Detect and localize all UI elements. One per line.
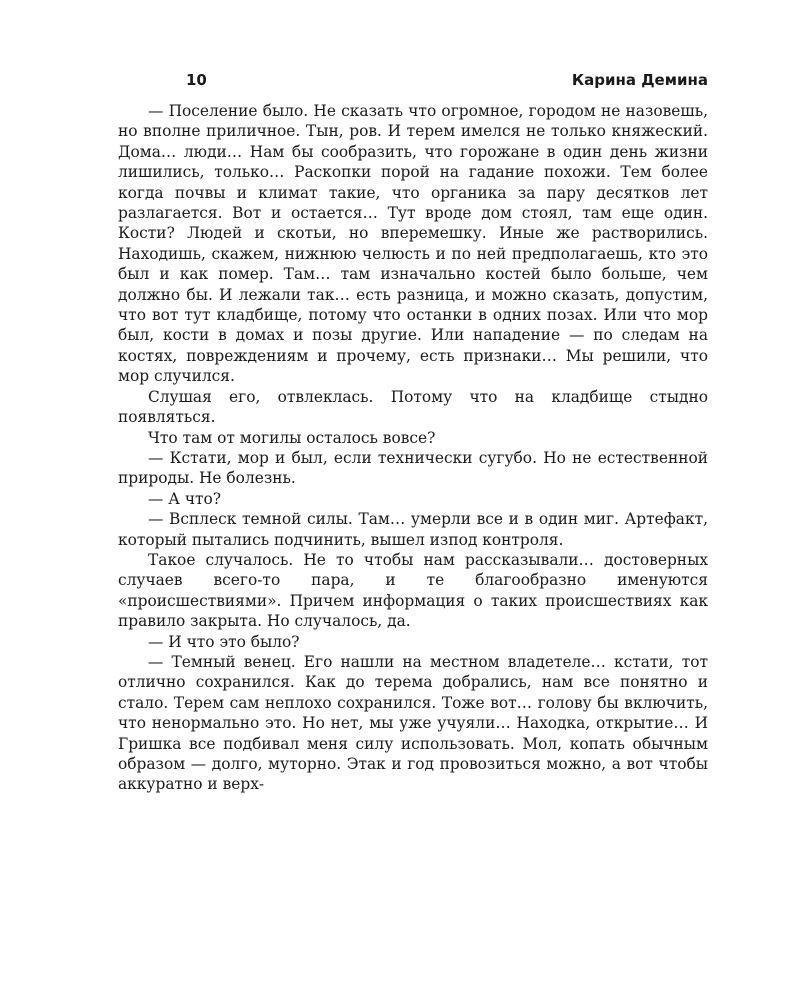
paragraph: — Поселение было. Не сказать что огромное, городом не назовешь, но вполне приличное. Тын, ров. И терем имелся не только княжеский. Дома… люди… Нам бы сообразить, что горожане в один день жизни лишились, только… Раскопки порой на гадание похожи. Тем более когда почвы и климат такие, что органика за пару десятков лет разлагается. Вот и остается… Тут вроде дом стоял, там еще один. Кости? Людей и скотьи, но вперемешку. Иные же растворились. Находишь, скажем, нижнюю челюсть и по ней предполагаешь, кто это был и как помер. Там… там изначально костей было больше, чем должно бы. И лежали так… есть разница, и можно сказать, допустим, что вот тут кладбище, потому что останки в одних позах. Или что мор был, кости в домах и позы другие. Или нападение — по следам на костях, повреждениям и прочему, есть признаки… Мы решили, что мор случился. xyxy=(118,102,708,386)
body-text xyxy=(118,101,708,795)
paragraph: — А что? xyxy=(148,489,222,508)
paragraph: Что там от могилы осталось вовсе? xyxy=(148,428,436,447)
paragraph: — И что это было? xyxy=(148,632,300,651)
paragraph: — Всплеск темной силы. Там… умерли все и в один миг. Артефакт, который пытались подчинить, вышел изпод контроля. xyxy=(118,510,708,549)
page-number: 10 xyxy=(186,71,207,89)
running-head xyxy=(118,71,708,95)
paragraph: Такое случалось. Не то чтобы нам рассказывали… достоверных случаев всего-то пара, и те благообразно именуются «происшествиями». Причем информация о таких происшествиях как правило закрыта. Но случалось, да. xyxy=(118,550,708,631)
paragraph: — Темный венец. Его нашли на местном владетеле… кстати, тот отлично сохранился. Как до терема добрались, нам все понятно и стало. Терем сам неплохо сохранился. Тоже вот… голову бы включить, что ненормально это. Но нет, мы уже учуяли… Находка, открытие… И Гришка все подбивал меня силу использовать. Мол, копать обычным образом — долго, муторно. Этак и год провозиться можно, а вот чтобы аккуратно и верх- xyxy=(118,652,708,794)
paragraph: — Кстати, мор и был, если технически сугубо. Но не естественной природы. Не болезнь. xyxy=(118,448,708,488)
paragraph: Слушая его, отвлеклась. Потому что на кладбище стыдно появляться. xyxy=(118,387,708,427)
author-name: Карина Демина xyxy=(571,71,708,89)
